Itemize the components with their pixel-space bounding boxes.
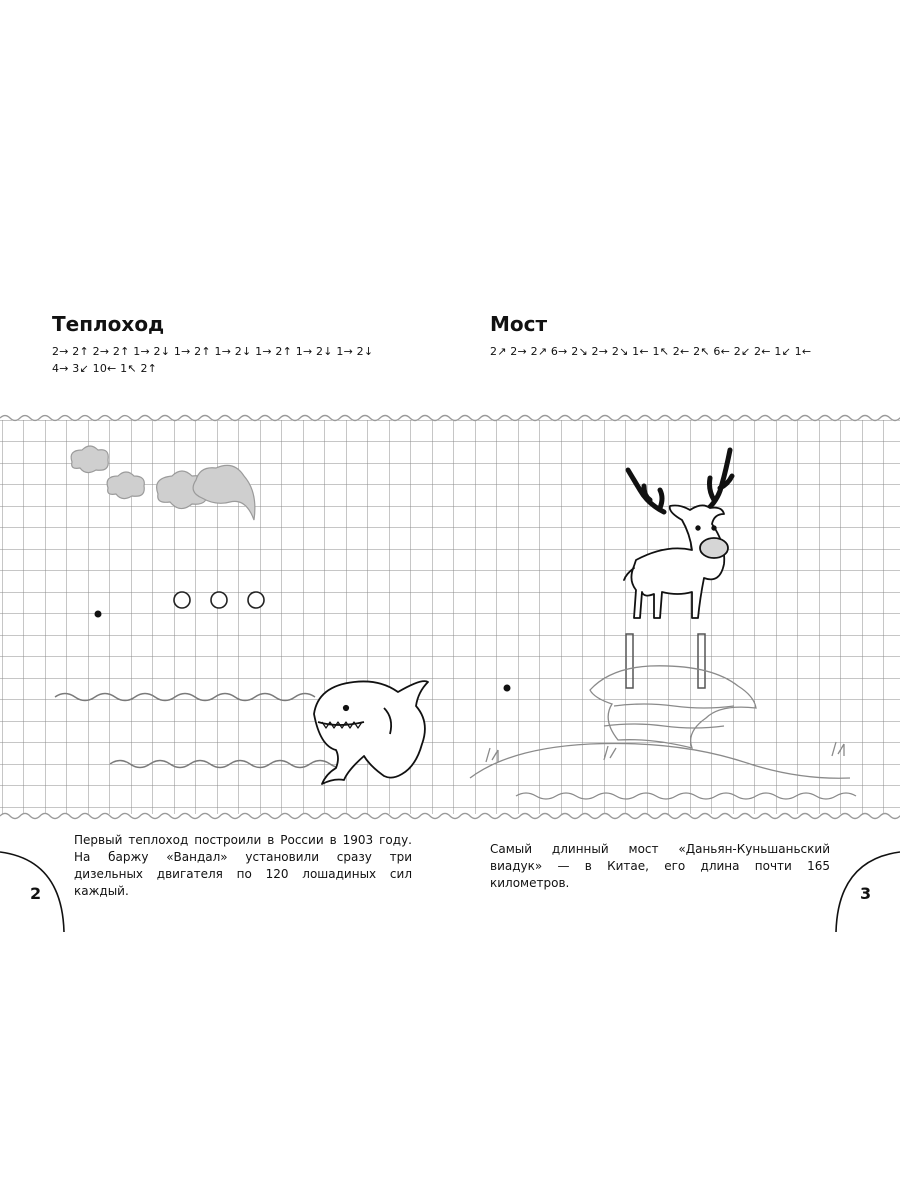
- left-fact-text: Первый теплоход построили в России в 1903 году. На баржу «Вандал» установили сразу три дизельных двигателя по 120 лошадиных сил каждый.: [74, 833, 412, 898]
- left-page-title: Теплоход: [52, 312, 165, 336]
- porthole-circles: [174, 592, 264, 608]
- right-fact-text: Самый длинный мост «Даньян-Куньшаньский виадук» — в Китае, его длина почти 165 километров.: [490, 842, 830, 890]
- start-dot-left: [95, 611, 102, 618]
- start-dot-right: [504, 685, 511, 692]
- wavy-border-bottom: [0, 814, 900, 819]
- left-page-number: 2: [30, 884, 42, 903]
- left-code-line-2: 4→ 3↙ 10← 1↖ 2↑: [52, 362, 158, 375]
- right-page-title: Мост: [490, 312, 548, 336]
- wavy-border-top: [0, 416, 900, 421]
- right-code-line-1: 2↗ 2→ 2↗ 6→ 2↘ 2→ 2↘ 1← 1↖ 2← 2↖ 6← 2↙ 2← 1↙ 1←: [490, 345, 812, 358]
- right-page-number: 3: [860, 884, 872, 903]
- left-code-line-1: 2→ 2↑ 2→ 2↑ 1→ 2↓ 1→ 2↑ 1→ 2↓ 1→ 2↑ 1→ 2↓ 1→ 2↓: [52, 345, 374, 358]
